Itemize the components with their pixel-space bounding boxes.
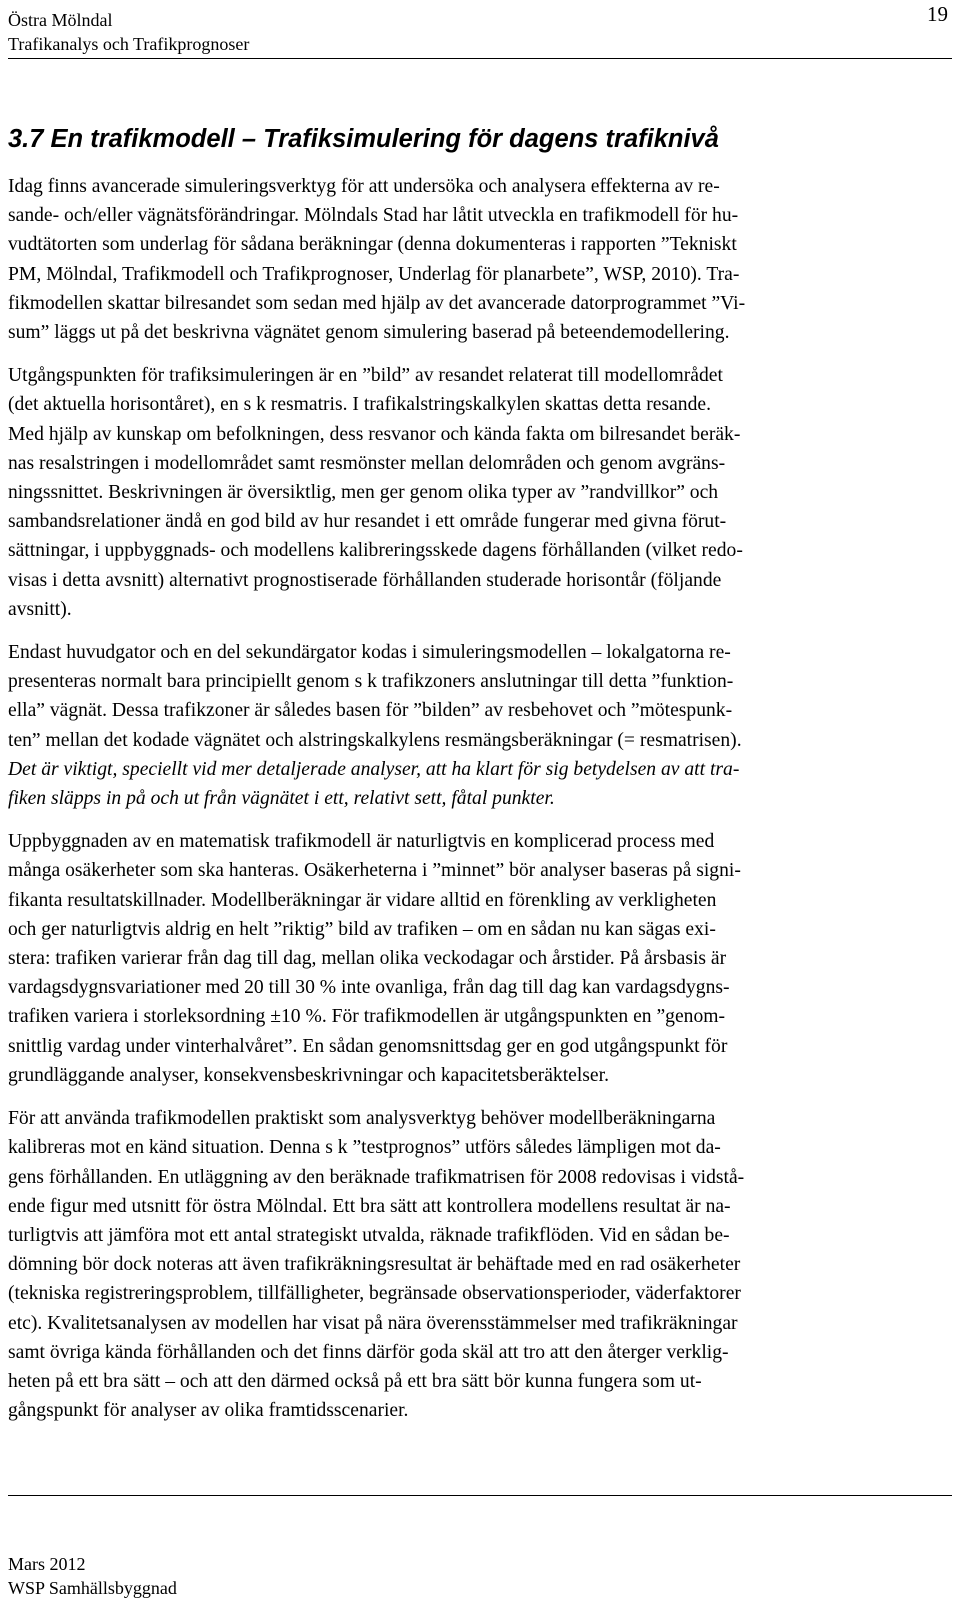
text-line: grundläggande analyser, konsekvensbeskrivningar och kapacitetsberäktelser. <box>8 1064 609 1086</box>
text-line: (det aktuella horisontåret), en s k resmatris. I trafikalstringskalkylen skattas detta resande. <box>8 394 711 416</box>
text-line: ningssnittet. Beskrivningen är översiktlig, men ger genom olika typer av ”randvillkor” och <box>8 482 719 504</box>
header-divider <box>8 58 952 59</box>
text-line: fikmodellen skattar bilresandet som sedan med hjälp av det avancerade datorprogrammet ”Vi- <box>8 292 746 314</box>
paragraph-4 <box>8 827 926 1090</box>
text-line: presenteras normalt bara principiellt genom s k trafikzoners anslutningar till detta ”funktion- <box>8 671 734 693</box>
text-line: PM, Mölndal, Trafikmodell och Trafikprognoser, Underlag för planarbete”, WSP, 2010). Tra- <box>8 263 740 285</box>
text-line: ende figur med utsnitt för östra Mölndal. Ett bra sätt att kontrollera modellens resultat är na- <box>8 1195 731 1217</box>
section-heading: 3.7 En trafikmodell – Trafiksimulering för dagens trafiknivå <box>8 125 719 153</box>
text-line: samt övriga kända förhållanden och det finns därför goda skäl att tro att den återger verklig- <box>8 1341 729 1363</box>
text-line: fikanta resultatskillnader. Modellberäkningar är vidare alltid en förenkling av verkligheten <box>8 889 717 911</box>
text-line: gångspunkt för analyser av olika framtidsscenarier. <box>8 1400 409 1422</box>
text-line: Idag finns avancerade simuleringsverktyg för att undersöka och analysera effekterna av re- <box>8 176 720 197</box>
text-line: Utgångspunkten för trafiksimuleringen är en ”bild” av resandet relaterat till modellområdet <box>8 365 723 387</box>
text-line: ten” mellan det kodade vägnätet och alstringskalkylens resmängsberäkningar (= resmatrisen). <box>8 729 742 751</box>
text-line: kalibreras mot en känd situation. Denna s k ”testprognos” utförs således lämpligen mot da- <box>8 1137 721 1159</box>
text-line: trafiken variera i storleksordning ±10 %. För trafikmodellen är utgångspunkten en ”genom- <box>8 1006 726 1028</box>
text-line: För att använda trafikmodellen praktiskt som analysverktyg behöver modellberäkningarna <box>8 1108 716 1130</box>
paragraph-2 <box>8 361 926 624</box>
text-line: Med hjälp av kunskap om befolkningen, dess resvanor och kända fakta om bilresandet beräk- <box>8 423 741 445</box>
text-line: visas i detta avsnitt) alternativt prognostiserade förhållanden studerade horisontår (följande <box>8 569 722 591</box>
body-text <box>8 172 926 1425</box>
text-line: Endast huvudgator och en del sekundärgator kodas i simuleringsmodellen – lokalgatorna re- <box>8 642 731 664</box>
text-line: sum” läggs ut på det beskrivna vägnätet genom simulering baserad på beteendemodellering. <box>8 322 730 344</box>
text-line: vardagsdygnsvariationer med 20 till 30 % inte ovanliga, från dag till dag kan vardagsdygns- <box>8 977 730 999</box>
italic-text-line: Det är viktigt, speciellt vid mer detaljerade analyser, att ha klart för sig betydelsen av att tra- <box>8 758 740 780</box>
text-line: snittlig vardag under vinterhalvåret”. En sådan genomsnittsdag ger en god utgångspunkt för <box>8 1035 728 1057</box>
text-line: (tekniska registreringsproblem, tillfälligheter, begränsade observationsperioder, väderfaktorer <box>8 1283 741 1305</box>
text-line: Uppbyggnaden av en matematisk trafikmodell är naturligtvis en komplicerad process med <box>8 831 715 853</box>
paragraph-1 <box>8 172 926 347</box>
text-line: nas resalstringen i modellområdet samt resmönster mellan delområden och genom avgräns- <box>8 452 726 474</box>
text-line: sättningar, i uppbyggnads- och modellens kalibreringsskede dagens förhållanden (vilket redo- <box>8 540 743 562</box>
italic-text-line: fiken släpps in på och ut från vägnätet i ett, relativt sett, fåtal punkter. <box>8 788 555 810</box>
page-footer <box>8 1552 177 1600</box>
footer-date: Mars 2012 <box>8 1554 86 1574</box>
footer-company: WSP Samhällsbyggnad <box>8 1578 177 1598</box>
footer-divider <box>8 1495 952 1496</box>
text-line: ella” vägnät. Dessa trafikzoner är således basen för ”bilden” av resbehovet och ”mötespunk- <box>8 700 733 722</box>
text-line: gens förhållanden. En utläggning av den beräknade trafikmatrisen för 2008 redovisas i vidstå- <box>8 1166 745 1188</box>
text-line: många osäkerheter som ska hanteras. Osäkerheterna i ”minnet” bör analyser baseras på signi- <box>8 860 741 882</box>
page-number: 19 <box>927 2 948 26</box>
header-org: Östra Mölndal <box>8 10 113 30</box>
text-line: etc). Kvalitetsanalysen av modellen har visat på nära överensstämmelser med trafikräkningar <box>8 1312 738 1334</box>
paragraph-5 <box>8 1104 926 1425</box>
text-line: dömning bör dock noteras att även trafikräkningsresultat är behäftade med en rad osäkerheter <box>8 1254 741 1276</box>
text-line: vudtätorten som underlag för sådana beräkningar (denna dokumenteras i rapporten ”Tekniskt <box>8 234 737 256</box>
paragraph-3 <box>8 638 926 813</box>
text-line: turligtvis att jämföra mot ett antal strategiskt utvalda, räknade trafikflöden. Vid en sådan be- <box>8 1224 730 1246</box>
text-line: sande- och/eller vägnätsförändringar. Mölndals Stad har låtit utveckla en trafikmodell för hu- <box>8 205 739 227</box>
text-line: stera: trafiken varierar från dag till dag, mellan olika veckodagar och årstider. På årsbasis är <box>8 948 727 970</box>
text-line: heten på ett bra sätt – och att den därmed också på ett bra sätt bör kunna fungera som ut- <box>8 1370 702 1392</box>
text-line: och ger naturligtvis aldrig en helt ”riktig” bild av trafiken – om en sådan nu kan sägas exi- <box>8 918 716 940</box>
text-line: avsnitt). <box>8 598 72 620</box>
text-line: sambandsrelationer ändå en god bild av hur resandet i ett område fungerar med givna förut- <box>8 511 727 533</box>
page-header <box>8 8 249 56</box>
header-subtitle: Trafikanalys och Trafikprognoser <box>8 34 250 54</box>
